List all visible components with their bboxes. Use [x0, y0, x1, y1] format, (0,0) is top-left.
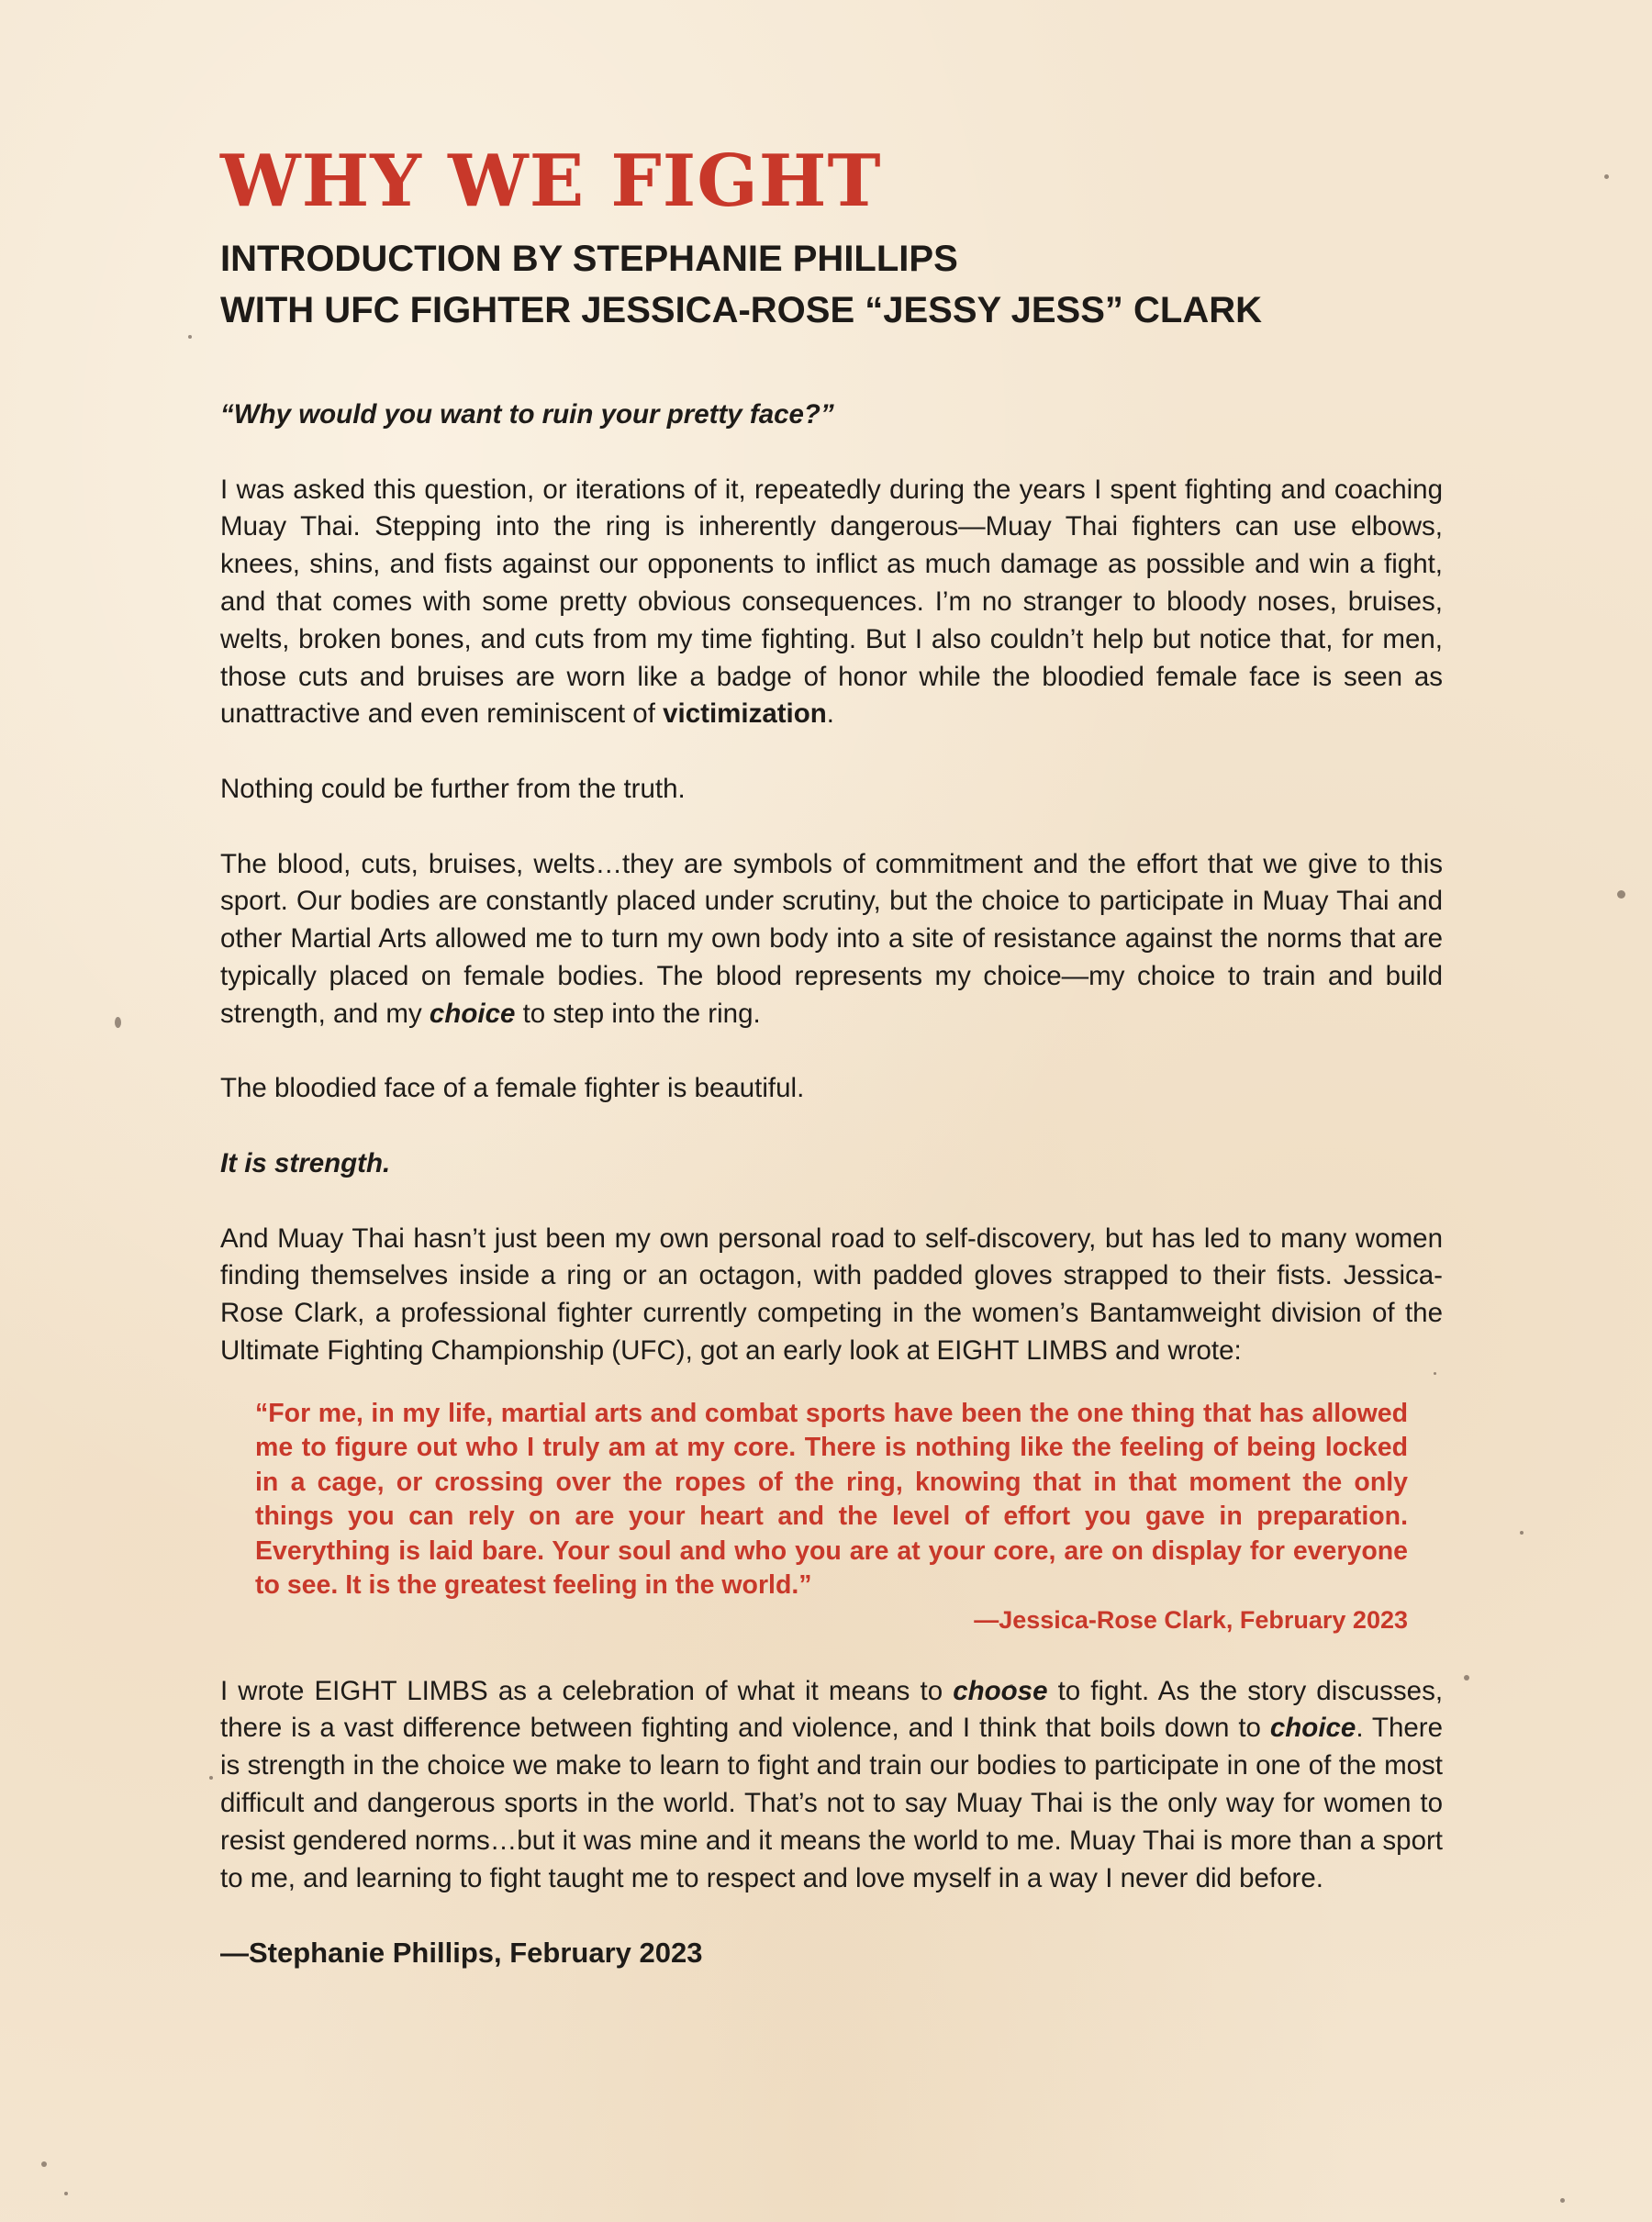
signature: —Stephanie Phillips, February 2023 [220, 1937, 703, 1970]
pull-quote-text: “For me, in my life, martial arts and combat sports have been the one thing that has allowed me to figure out who I truly am at my core. There is nothing like the feeling of being locked in a cage, or crossing over the ropes of the ring, knowing that in that moment the only things you can rely on are your heart and the level of effort you gave in preparation. Everything is laid bare. Your soul and who you are at your core, are on display for everyone to see. It is the greatest feeling in the world.” [255, 1398, 1408, 1601]
paragraph-1 [220, 472, 1443, 734]
paragraph-4: The bloodied face of a female fighter is beautiful. [220, 1073, 805, 1104]
paragraph-7-emphasis-choice: choice [1269, 1713, 1356, 1744]
paragraph-7-a: I wrote EIGHT LIMBS as a celebration of what it means to [220, 1675, 954, 1706]
paragraph-1-bold: victimization [663, 698, 827, 730]
paper-speck [115, 1017, 121, 1028]
subtitle-author-line: INTRODUCTION BY STEPHANIE PHILLIPS [220, 239, 958, 279]
subtitle-fighter-line: WITH UFC FIGHTER JESSICA-ROSE “JESSY JESS” CLARK [220, 290, 1262, 330]
paragraph-7-emphasis-choose: choose [953, 1675, 1048, 1706]
paper-speck [41, 2161, 47, 2167]
subtitle [220, 233, 1443, 336]
paragraph-7-c: . There is strength in the choice we make to learn to fight and train our bodies to participate in one of the most difficult and dangerous sports in the world. That’s not to say Muay Thai is the only way for women to resist gendered norms…but it was mine and it means the world to me. Muay Thai is more than a sport to me, and learning to fight taught me to respect and love myself in a way I never did before. [220, 1713, 1443, 1893]
paragraph-2: Nothing could be further from the truth. [220, 773, 686, 804]
paragraph-7 [220, 1673, 1443, 1898]
paper-speck [64, 2192, 68, 2195]
paragraph-1-end: . [826, 698, 834, 730]
lead-quote [220, 396, 1443, 434]
paragraph-5 [220, 1145, 1443, 1183]
paragraph-3-text: The blood, cuts, bruises, welts…they are symbols of commitment and the effort that we give to this sport. Our bodies are constantly placed under scrutiny, but the choice to participate in Muay Thai and other Martial Arts allowed me to turn my own body into a site of resistance against the norms that are typically placed on female bodies. The blood represents my choice—my choice to train and build strength, and my [220, 848, 1443, 1029]
paragraph-3 [220, 846, 1443, 1033]
paragraph-5-text: It is strength. [220, 1147, 391, 1178]
paragraph-3-emphasis: choice [429, 998, 516, 1029]
paragraph-1-text: I was asked this question, or iterations of it, repeatedly during the years I spent fighting and coaching Muay Thai. Stepping into the ring is inherently dangerous—Muay Thai fighters can use elbows, knees, shins, and fists against our opponents to inflict as much damage as possible and win a fight, and that comes with some pretty obvious consequences. I’m no stranger to bloody noses, bruises, welts, broken bones, and cuts from my time fighting. But I also couldn’t help but notice that, for men, those cuts and bruises are worn like a badge of honor while the bloodied female face is seen as unattractive and even reminiscent of [220, 474, 1443, 730]
article-body [220, 396, 1443, 1972]
paragraph-7-b: to fight. As the story discusses, there is a vast difference between fighting and violence, and I think that boils down to [220, 1675, 1444, 1744]
paper-speck [1560, 2198, 1565, 2203]
paper-speck [188, 335, 192, 339]
pull-quote-attribution: —Jessica-Rose Clark, February 2023 [974, 1605, 1408, 1634]
paper-speck [1604, 174, 1609, 179]
paper-speck [1617, 890, 1625, 899]
page-title: WHY WE FIGHT [220, 140, 882, 223]
paper-speck [1520, 1531, 1524, 1535]
pull-quote [255, 1397, 1408, 1636]
lead-quote-text: “Why would you want to ruin your pretty face?” [220, 399, 834, 430]
paper-speck [1464, 1675, 1469, 1680]
paragraph-3-end: to step into the ring. [515, 998, 761, 1029]
paragraph-6: And Muay Thai hasn’t just been my own personal road to self-discovery, but has led to many women finding themselves inside a ring or an octagon, with padded gloves strapped to their fists. Jessica-Rose Clark, a professional fighter currently competing in the women’s Bantamweight division of the Ultimate Fighting Championship (UFC), got an early look at EIGHT LIMBS and wrote: [220, 1223, 1443, 1366]
document-page [220, 138, 1443, 2010]
paper-speck [209, 1776, 213, 1780]
